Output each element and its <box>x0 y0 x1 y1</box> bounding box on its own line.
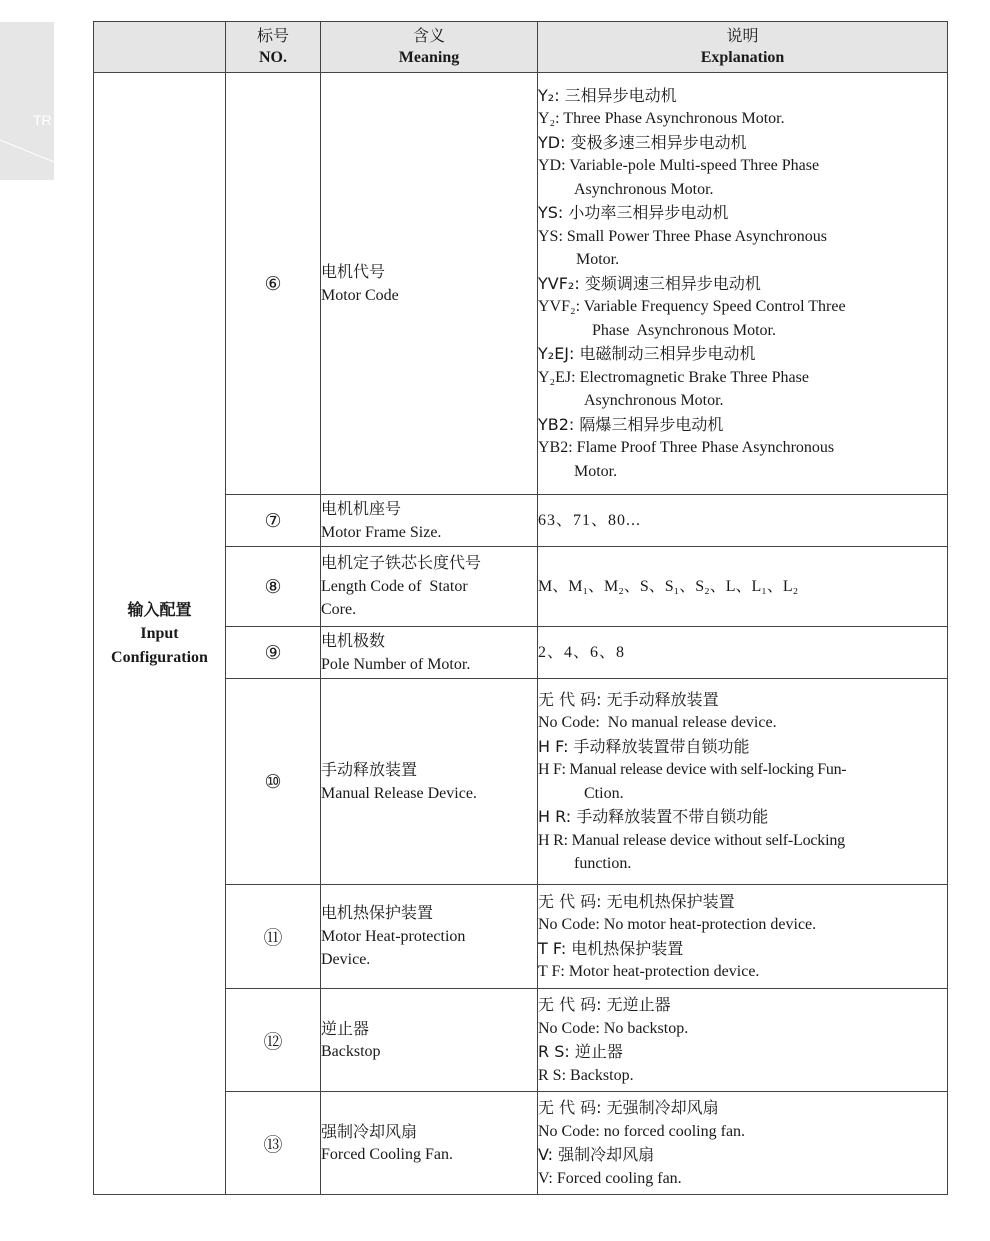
row-number: ⑧ <box>226 547 321 627</box>
explanation-line: Motor. <box>574 462 618 480</box>
explanation-line: YB2: Flame Proof Three Phase Asynchronous <box>538 439 835 457</box>
spec-table <box>93 21 948 1195</box>
explanation-line: Asynchronous Motor. <box>574 180 714 198</box>
side-tab-label: TR <box>33 112 52 128</box>
header-no <box>226 22 321 73</box>
meaning-en: Manual Release Device. <box>321 784 477 802</box>
meaning-en: Motor Code <box>321 286 399 304</box>
explanation-line: YVF₂: 变频调速三相异步电动机 <box>538 273 761 293</box>
row-number: ⑫ <box>226 989 321 1092</box>
explanation-line: YD: 变极多速三相异步电动机 <box>538 132 747 152</box>
explanation-line: Phase Asynchronous Motor. <box>592 321 776 339</box>
explanation-line: No Code: no forced cooling fan. <box>538 1122 746 1140</box>
row-number: ⑩ <box>226 679 321 885</box>
explanation-line: YS: Small Power Three Phase Asynchronous <box>538 227 828 245</box>
meaning-cn: 手动释放装置 <box>321 760 418 779</box>
explanation-line: Y₂EJ: Electromagnetic Brake Three Phase <box>538 368 809 386</box>
explanation-line: H R: Manual release device without self-Locking <box>538 831 845 849</box>
row-number: ⑨ <box>226 627 321 679</box>
row-number: ⑥ <box>226 73 321 495</box>
explanation-line: V: 强制冷却风扇 <box>538 1145 655 1164</box>
explanation-line: YB2: 隔爆三相异步电动机 <box>538 414 724 434</box>
explanation-line: 无 代 码: 无手动释放装置 <box>538 689 719 709</box>
explanation-value: M、M₁、M₂、S、S₁、S₂、L、L₁、L₂ <box>538 577 799 595</box>
explanation-line: Ction. <box>584 784 624 802</box>
explanation-line: Y₂EJ: 电磁制动三相异步电动机 <box>538 344 756 364</box>
meaning-cell <box>321 627 538 679</box>
meaning-cell <box>321 989 538 1092</box>
explanation-line: T F: 电机热保护装置 <box>538 938 684 958</box>
explanation-cell <box>538 627 948 679</box>
meaning-cn: 逆止器 <box>321 1018 370 1038</box>
explanation-line: V: Forced cooling fan. <box>538 1169 682 1187</box>
table-row <box>94 73 948 495</box>
group-label-cn: 输入配置 <box>127 599 192 619</box>
header-no-en: NO. <box>259 49 287 66</box>
row-number: ⑪ <box>226 885 321 989</box>
explanation-cell <box>538 679 948 885</box>
group-cell <box>94 73 226 1195</box>
meaning-cell <box>321 679 538 885</box>
explanation-line: H R: 手动释放装置不带自锁功能 <box>538 807 769 826</box>
meaning-cn: 电机极数 <box>321 631 386 650</box>
header-meaning <box>321 22 538 73</box>
explanation-line: H F: 手动释放装置带自锁功能 <box>538 736 750 756</box>
meaning-en: Core. <box>321 601 357 619</box>
explanation-line: Motor. <box>576 251 620 269</box>
meaning-en: Device. <box>321 951 371 969</box>
header-meaning-en: Meaning <box>398 49 460 66</box>
meaning-en: Length Code of Stator <box>321 577 468 595</box>
explanation-line: H F: Manual release device with self-locking Fun- <box>538 761 847 778</box>
meaning-cell <box>321 73 538 495</box>
meaning-en: Forced Cooling Fan. <box>321 1146 453 1163</box>
explanation-line: R S: 逆止器 <box>538 1042 623 1061</box>
explanation-line: R S: Backstop. <box>538 1066 634 1084</box>
explanation-line: No Code: No manual release device. <box>538 714 777 731</box>
explanation-line: YD: Variable-pole Multi-speed Three Phase <box>538 157 820 175</box>
explanation-line: No Code: No motor heat-protection device. <box>538 916 817 933</box>
explanation-line: No Code: No backstop. <box>538 1019 689 1037</box>
row-number: ⑬ <box>226 1092 321 1195</box>
explanation-cell <box>538 1092 948 1195</box>
explanation-line: Asynchronous Motor. <box>584 392 724 410</box>
header-explanation-en: Explanation <box>700 49 785 66</box>
meaning-cn: 电机定子铁芯长度代号 <box>321 553 482 573</box>
explanation-line: 无 代 码: 无电机热保护装置 <box>538 891 735 911</box>
meaning-cn: 强制冷却风扇 <box>321 1121 418 1141</box>
group-label-en2: Configuration <box>111 648 208 666</box>
explanation-value: 2、4、6、8 <box>538 643 626 661</box>
meaning-cn: 电机代号 <box>321 262 386 281</box>
meaning-en: Motor Frame Size. <box>321 523 442 541</box>
explanation-cell <box>538 885 948 989</box>
header-no-cn: 标号 <box>256 26 289 45</box>
header-meaning-cn: 含义 <box>412 26 445 45</box>
explanation-line: Y₂: Three Phase Asynchronous Motor. <box>538 110 785 128</box>
explanation-cell <box>538 73 948 495</box>
tab-decoration <box>0 22 54 180</box>
meaning-cn: 电机机座号 <box>321 499 402 518</box>
header-blank-cell <box>94 22 226 73</box>
header-explanation <box>538 22 948 73</box>
explanation-value: 63、71、80... <box>538 511 642 529</box>
explanation-line: 无 代 码: 无逆止器 <box>538 995 671 1014</box>
header-row <box>94 22 948 73</box>
meaning-cell <box>321 547 538 627</box>
group-label-en1: Input <box>140 624 179 642</box>
explanation-line: 无 代 码: 无强制冷却风扇 <box>538 1098 719 1117</box>
meaning-en: Pole Number of Motor. <box>321 655 471 673</box>
explanation-cell <box>538 495 948 547</box>
meaning-cell <box>321 1092 538 1195</box>
explanation-line: YVF₂: Variable Frequency Speed Control Three <box>538 298 846 316</box>
meaning-en: Motor Heat-protection <box>321 927 466 945</box>
explanation-line: Y₂: 三相异步电动机 <box>538 85 677 105</box>
meaning-en: Backstop <box>321 1043 381 1060</box>
explanation-cell <box>538 547 948 627</box>
explanation-line: YS: 小功率三相异步电动机 <box>538 203 729 223</box>
explanation-line: T F: Motor heat-protection device. <box>538 963 760 980</box>
row-number: ⑦ <box>226 495 321 547</box>
header-explanation-cn: 说明 <box>726 26 759 45</box>
explanation-line: function. <box>574 855 632 872</box>
meaning-cell <box>321 495 538 547</box>
explanation-cell <box>538 989 948 1092</box>
meaning-cn: 电机热保护装置 <box>321 903 434 923</box>
side-tab <box>0 22 54 180</box>
meaning-cell <box>321 885 538 989</box>
